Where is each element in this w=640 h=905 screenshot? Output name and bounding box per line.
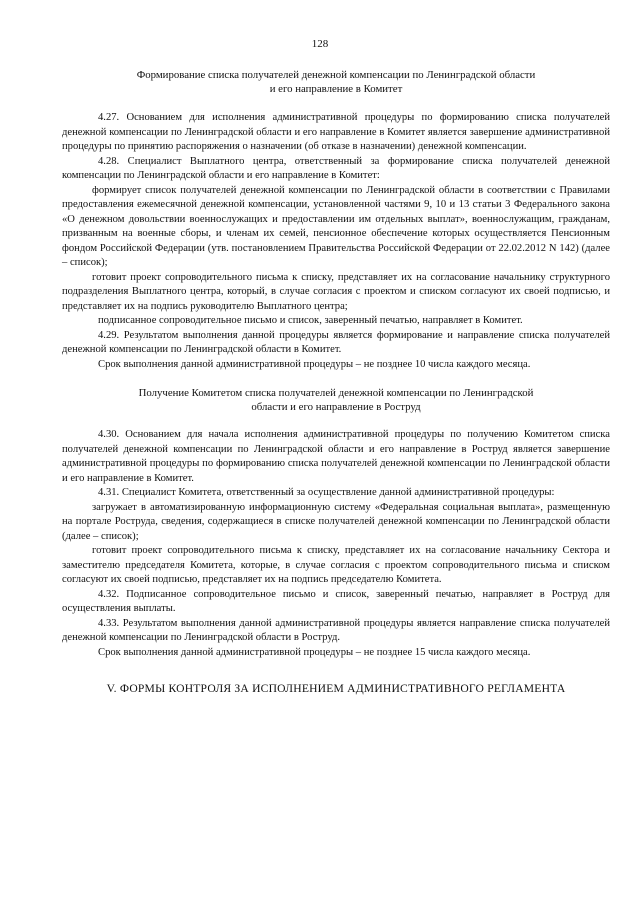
heading-line: и его направление в Комитет — [269, 83, 403, 95]
paragraph-deadline-10: Срок выполнения данной административной процедуры – не позднее 10 числа каждого месяца. — [98, 358, 531, 370]
paragraph-sends-to-committee: подписанное сопроводительное письмо и список, заверенный печатью, направляет в Комитет. — [98, 315, 523, 326]
paragraph-forms-list: формирует список получателей денежной компенсации по Ленинградской области в соответствии с Правилами предоставления ежемесячной денежной компенсации, установленной частями 9, 10 и 13 статьи 3 Федерального закона «О денежном довольствии военнослужащих и предоставлении им отдельных выплат», военнослужащим, гражданам, призванным на военные сборы, и членам их семей, пенсионное обеспечение которых осуществляется Пенсионным фондом Российской Федерации (утв. постановлением Правительства Российской Федерации от 22.02.2012 N 142) (далее – список); — [62, 184, 610, 268]
paragraph-4-32: 4.32. Подписанное сопроводительное письмо и список, заверенный печатью, направляет в Роструд для осуществления выплаты. — [62, 588, 610, 614]
section-title-v: V. ФОРМЫ КОНТРОЛЯ ЗА ИСПОЛНЕНИЕМ АДМИНИСТРАТИВНОГО РЕГЛАМЕНТА — [106, 682, 566, 695]
paragraph-4-31: 4.31. Специалист Комитета, ответственный за осуществление данной административной процедуры: — [98, 487, 555, 498]
heading-line: Получение Комитетом списка получателей денежной компенсации по Ленинградской — [138, 387, 534, 399]
paragraph-uploads-data: загружает в автоматизированную информационную систему «Федеральная социальная выплата», размещенную на портале Роструда, сведения, содержащиеся в списке получателей денежной компенсации по Ленинградской области (далее – список); — [62, 501, 610, 542]
paragraph-4-29: 4.29. Результатом выполнения данной процедуры является формирование и направление списка получателей денежной компенсации по Ленинградской области в Комитет. — [62, 329, 610, 355]
heading-line: Формирование списка получателей денежной компенсации по Ленинградской области — [136, 69, 536, 81]
document-body — [62, 68, 610, 697]
paragraph-4-33: 4.33. Результатом выполнения данной административной процедуры является направление списка получателей денежной компенсации по Ленинградской области в Роструд. — [62, 617, 610, 643]
paragraph-4-28: 4.28. Специалист Выплатного центра, ответственный за формирование списка получателей денежной компенсации по Ленинградской области и его направление в Комитет: — [62, 155, 610, 181]
paragraph-prepares-letter-committee: готовит проект сопроводительного письма к списку, представляет их на согласование начальнику Сектора и заместителю председателя Комитета, которые, в случае согласия с проектом сопроводительного письма и списком согласуют их своей подписью, представляет их на подпись председателю Комитета. — [62, 545, 610, 585]
section-heading-list-formation — [62, 68, 610, 96]
section-heading-rostrud — [62, 386, 610, 414]
paragraph-deadline-15: Срок выполнения данной административной процедуры – не позднее 15 числа каждого месяца. — [98, 646, 531, 658]
heading-line: области и его направление в Роструд — [251, 401, 421, 413]
paragraph-4-30: 4.30. Основанием для начала исполнения административной процедуры по получению Комитетом списка получателей денежной компенсации по Ленинградской области и его направление в Роструд является завершение административной процедуры по формированию списка получателей денежной компенсации по Ленинградской области и его направление в Комитет. — [62, 429, 610, 484]
paragraph-prepares-letter: готовит проект сопроводительного письма к списку, представляет их на согласование начальнику структурного подразделения Выплатного центра, который, в случае согласия с проектом и списком согласуют их своей подписью, и представляет их на подпись руководителю Выплатного центра; — [62, 271, 610, 312]
paragraph-4-27: 4.27. Основанием для исполнения административной процедуры по формированию списка получателей денежной компенсации по Ленинградской области и его направление в Комитет является завершение административной процедуры по принятию распоряжения о назначении (об отказе в назначении) денежной компенсации. — [62, 112, 610, 152]
page-number: 128 — [311, 38, 329, 50]
